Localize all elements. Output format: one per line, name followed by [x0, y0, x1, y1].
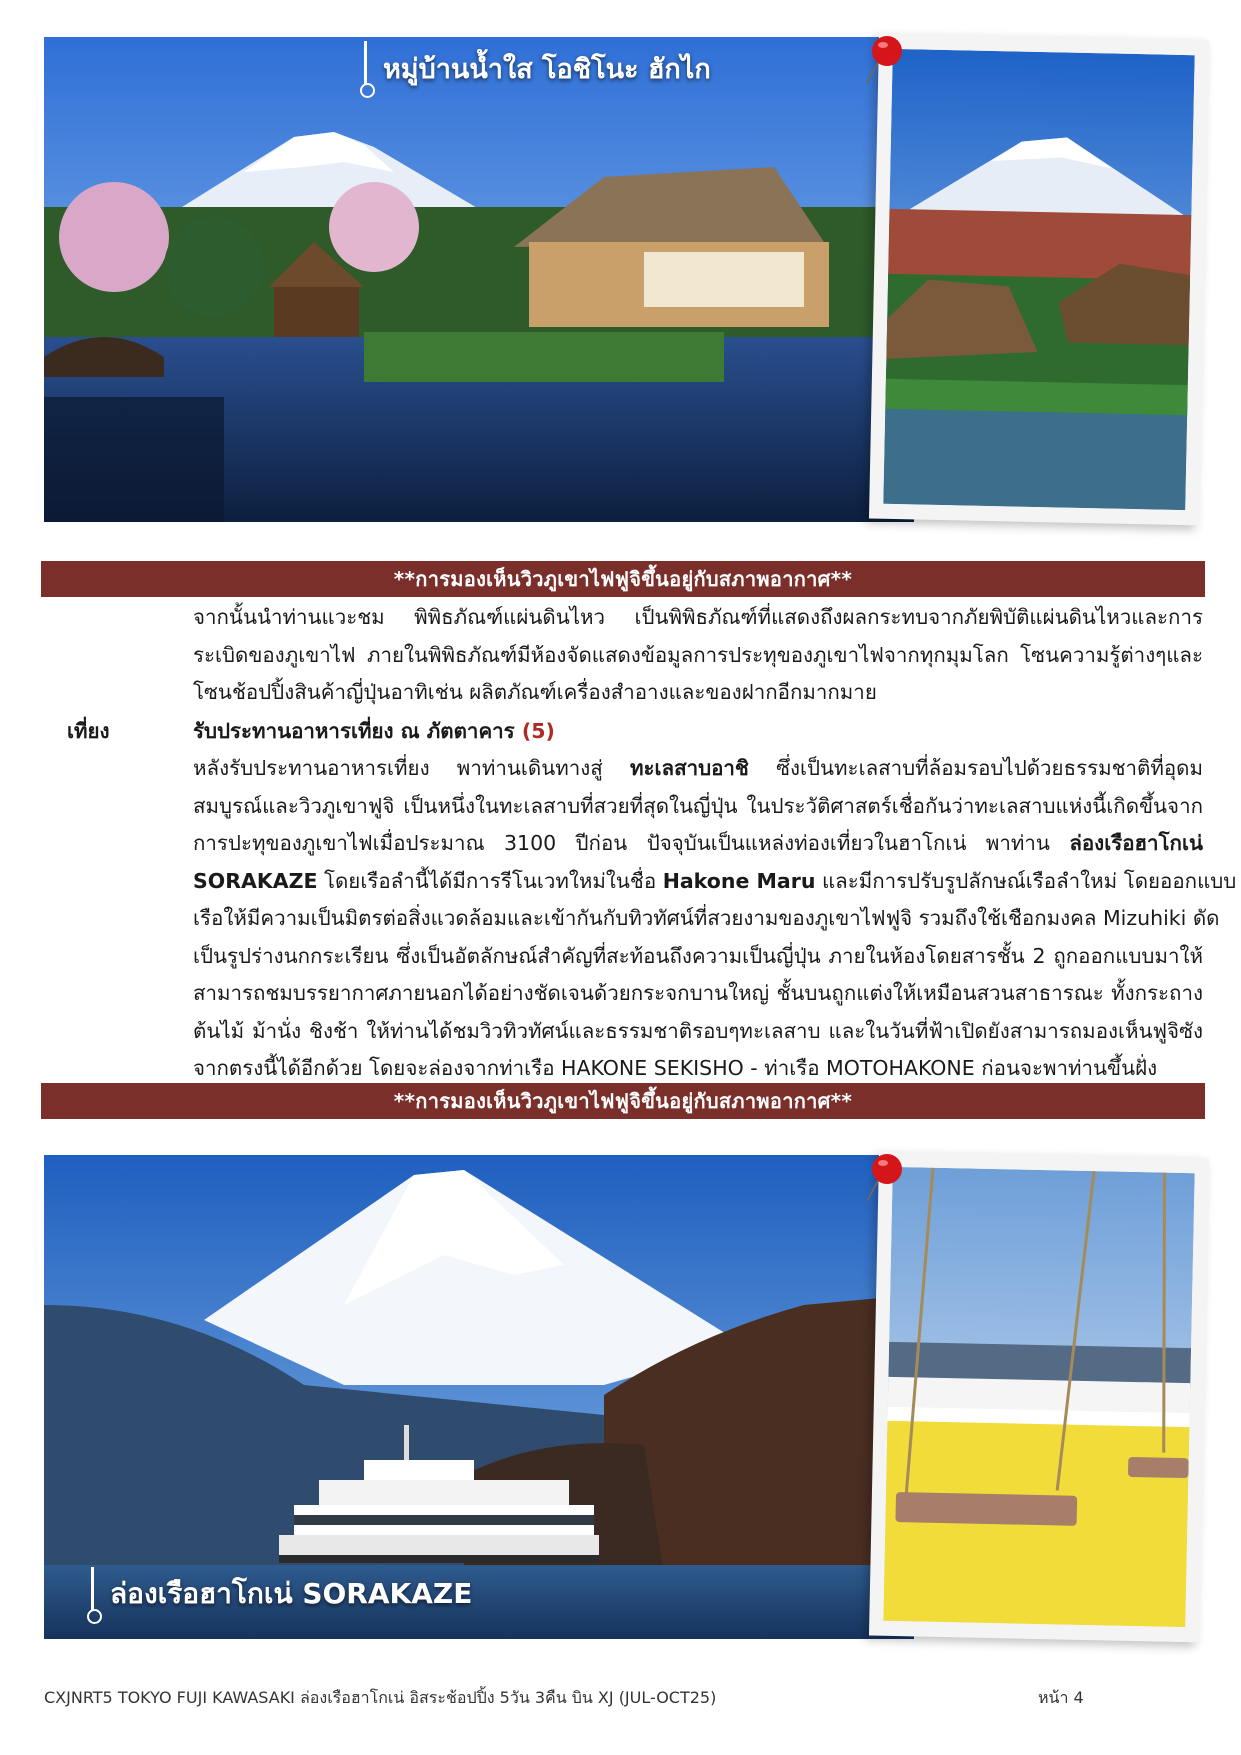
hakone-cruise-name: ล่องเรือฮาโกเน่	[1069, 831, 1203, 855]
lake-line-3-a: การปะทุของภูเขาไฟเมื่อประมาณ 3100 ปีก่อน ปัจจุบันเป็นแหล่งท่องเที่ยวในฮาโกเน่ พาท่าน	[193, 831, 1070, 855]
lake-ashi-paragraph	[193, 750, 1237, 1088]
hakone-maru-name: Hakone Maru	[662, 868, 816, 893]
sorakaze-caption	[86, 1567, 472, 1621]
weather-note-banner-2: **การมองเห็นวิวภูเขาไฟฟูจิขึ้นอยู่กับสภาพอากาศ**	[41, 1083, 1205, 1119]
meal-number: (5)	[521, 719, 555, 743]
location-pin-icon	[86, 1567, 100, 1621]
lake-line-4	[193, 863, 1237, 901]
pushpin-icon	[859, 1149, 909, 1209]
sorakaze-photo-block	[44, 1155, 1204, 1639]
lake-line-3	[193, 825, 1203, 863]
lunch-description	[193, 712, 555, 750]
museum-line-1: จากนั้นนำท่านแวะชม พิพิธภัณฑ์แผ่นดินไหว เป็นพิพิธภัณฑ์ที่แสดงถึงผลกระทบจากภัยพิบัติแผ่นดินไหวและการ	[193, 605, 1203, 629]
lake-line-4-b: โดยเรือลำนี้ได้มีการรีโนเวทใหม่ในชื่อ	[317, 868, 663, 893]
lake-line-4-d: และมีการปรับรูปลักษณ์เรือลำใหม่ โดยออกแบบ	[815, 868, 1237, 893]
weather-note-banner: **การมองเห็นวิวภูเขาไฟฟูจิขึ้นอยู่กับสภาพอากาศ**	[41, 561, 1205, 597]
lunch-time-label: เที่ยง	[67, 719, 110, 743]
oshino-hakkai-photo-block	[44, 37, 1204, 522]
oshino-hakkai-caption-text: หมู่บ้านน้ำใส โอชิโนะ ฮักไก	[383, 53, 711, 85]
lake-line-1	[193, 750, 1203, 788]
sorakaze-caption-text: ล่องเรือฮาโกเน่ SORAKAZE	[110, 1577, 473, 1610]
oshino-hakkai-caption	[359, 41, 711, 95]
lake-line-6: เป็นรูปร่างนกกระเรียน ซึ่งเป็นอัตลักษณ์สำคัญที่สะท้อนถึงความเป็นญี่ปุ่น ภายในห้องโดยสารชั้น 2 ถูกออกแบบมาให้	[193, 943, 1203, 968]
pushpin-icon	[859, 31, 909, 91]
lake-line-5: เรือให้มีความเป็นมิตรต่อสิ่งแวดล้อมและเข้ากันกับทิวทัศน์ที่สวยงามของภูเขาไฟฟูจิ รวมถึงใช้เชือกมงคล Mizuhiki ดัด	[193, 906, 1220, 930]
sorakaze-name: SORAKAZE	[193, 868, 318, 893]
footer-program-code: CXJNRT5 TOKYO FUJI KAWASAKI ล่องเรือฮาโกเน่ อิสระช้อปปิ้ง 5วัน 3คืน บิน XJ (JUL-OCT25)	[44, 1688, 717, 1707]
lake-line-8: ต้นไม้ ม้านั่ง ชิงช้า ให้ท่านได้ชมวิวทิวทัศน์และธรรมชาติรอบๆทะเลสาบ และในวันที่ฟ้าเปิดยังสามารถมองเห็นฟูจิซัง	[193, 1018, 1203, 1043]
lake-ashi-name: ทะเลสาบอาชิ	[629, 756, 749, 780]
lake-line-7: สามารถชมบรรยากาศภายนอกได้อย่างชัดเจนด้วยกระจกบานใหญ่ ชั้นบนถูกแต่งให้เหมือนสวนสาธารณะ ทั้งกระถาง	[193, 981, 1203, 1005]
museum-line-2: ระเบิดของภูเขาไฟ ภายในพิพิธภัณฑ์มีห้องจัดแสดงข้อมูลการประทุของภูเขาไฟจากทุกมุมโลก โซนความรู้ต่างๆและ	[193, 642, 1203, 667]
lake-line-2: สมบูรณ์และวิวภูเขาฟูจิ เป็นหนึ่งในทะเลสาบที่สวยที่สุดในญี่ปุ่น ในประวัติศาสตร์เชื่อกันว่าทะเลสาบแห่งนี้เกิดขึ้นจาก	[193, 793, 1203, 818]
lunch-row	[67, 712, 1203, 750]
lunch-description-text: รับประทานอาหารเที่ยง ณ ภัตตาคาร	[193, 719, 515, 743]
sorakaze-deck-polaroid	[869, 1152, 1209, 1643]
lake-line-9: จากตรงนี้ได้อีกด้วย โดยจะล่องจากท่าเรือ HAKONE SEKISHO - ท่าเรือ MOTOHAKONE ก่อนจะพาท่านขึ้นฝั่ง	[193, 1056, 1158, 1080]
oshino-village-polaroid	[869, 34, 1209, 526]
museum-line-3: โซนช้อปปิ้งสินค้าญี่ปุ่นอาทิเช่น ผลิตภัณฑ์เครื่องสำอางและของฝากอีกมากมาย	[193, 680, 877, 704]
footer-page-number: หน้า 4	[1038, 1688, 1084, 1707]
lake-line-1-a: หลังรับประทานอาหารเที่ยง พาท่านเดินทางสู่	[193, 756, 630, 780]
lake-line-1-c: ซึ่งเป็นทะเลสาบที่ล้อมรอบไปด้วยธรรมชาติที่อุดม	[748, 756, 1204, 780]
oshino-hakkai-main-photo	[44, 37, 914, 522]
location-pin-icon	[359, 41, 373, 95]
museum-paragraph	[193, 599, 1203, 712]
